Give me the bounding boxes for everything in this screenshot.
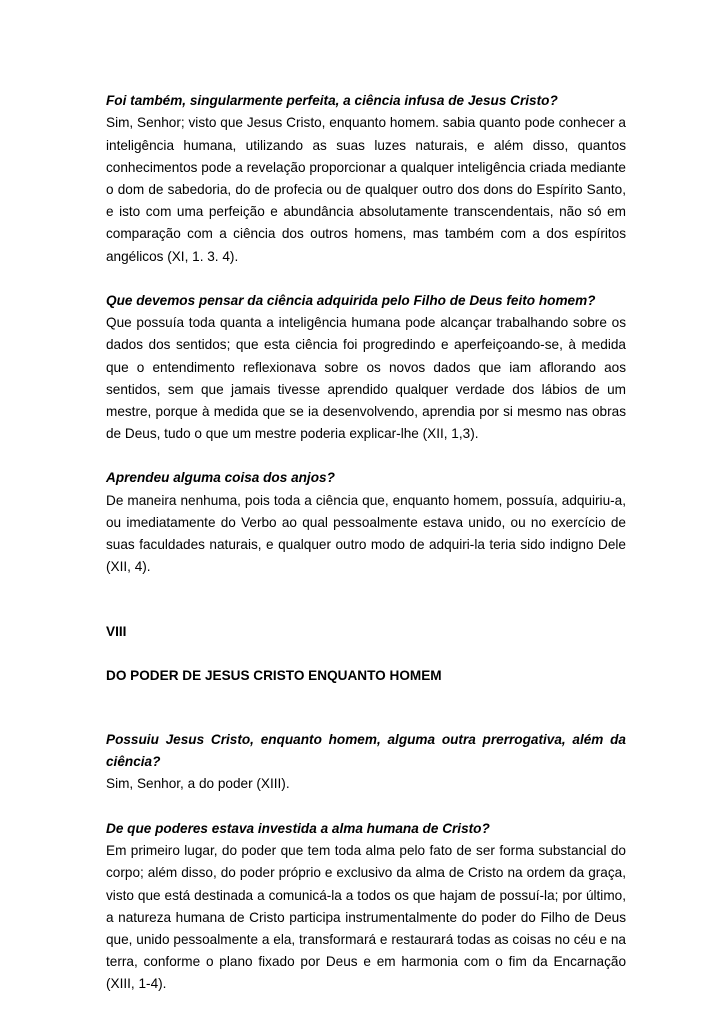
question-ciencia-adquirida: Que devemos pensar da ciência adquirida pelo Filho de Deus feito homem? xyxy=(106,292,596,308)
question-prerrogativa: Possuiu Jesus Cristo, enquanto homem, alguma outra prerrogativa, além da ciência? xyxy=(106,731,626,770)
answer-ciencia-infusa: Sim, Senhor; visto que Jesus Cristo, enquanto homem. sabia quanto pode conhecer a inteligência humana, utilizando as suas luzes naturais, e além disso, quantos conhecimentos pode a revelação proporcionar a qualquer inteligência criada mediante o dom de sabedoria, do de profecia ou de qualquer outro dos dons do Espírito Santo, e isto com uma perfeição e abundância absolutamente transcendentais, não só em comparação com a ciência dos outros homens, mas também com a dos espíritos angélicos (XI, 1. 3. 4). xyxy=(106,115,626,264)
section-title: DO PODER DE JESUS CRISTO ENQUANTO HOMEM xyxy=(106,667,442,683)
document-page xyxy=(106,90,626,996)
answer-prerrogativa: Sim, Senhor, a do poder (XIII). xyxy=(106,776,290,792)
answer-anjos: De maneira nenhuma, pois toda a ciência que, enquanto homem, possuía, adquiriu-a, ou imediatamente do Verbo ao qual pessoalmente estava unido, ou no exercício de suas faculdades naturais, e qualquer outro modo de adquiri-la teria sido indigno Dele (XII, 4). xyxy=(106,492,626,575)
question-ciencia-infusa: Foi também, singularmente perfeita, a ciência infusa de Jesus Cristo? xyxy=(106,93,558,108)
answer-poderes-alma: Em primeiro lugar, do poder que tem toda alma pelo fato de ser forma substancial do corpo; além disso, do poder próprio e exclusivo da alma de Cristo na ordem da graça, visto que está destinada a comunicá-la a todos os que hajam de possuí-la; por último, a natureza humana de Cristo participa instrumentalmente do poder do Filho de Deus que, unido pessoalmente a ela, transformará e restaurará todas as coisas no céu e na terra, conforme o plano fixado por Deus e em harmonia com o fim da Encarnação (XIII, 1-4). xyxy=(106,843,626,992)
answer-ciencia-adquirida: Que possuía toda quanta a inteligência humana pode alcançar trabalhando sobre os dados dos sentidos; que esta ciência foi progredindo e aperfeiçoando-se, à medida que o entendimento reflexionava sobre os novos dados que iam aflorando aos sentidos, sem que jamais tivesse aprendido qualquer verdade dos lábios de um mestre, porque à medida que se ia desenvolvendo, aprendia por si mesmo nas obras de Deus, tudo o que um mestre poderia explicar-lhe (XII, 1,3). xyxy=(106,315,626,442)
section-number: VIII xyxy=(106,623,127,639)
question-anjos: Aprendeu alguma coisa dos anjos? xyxy=(106,470,335,486)
question-poderes-alma: De que poderes estava investida a alma humana de Cristo? xyxy=(106,820,490,836)
